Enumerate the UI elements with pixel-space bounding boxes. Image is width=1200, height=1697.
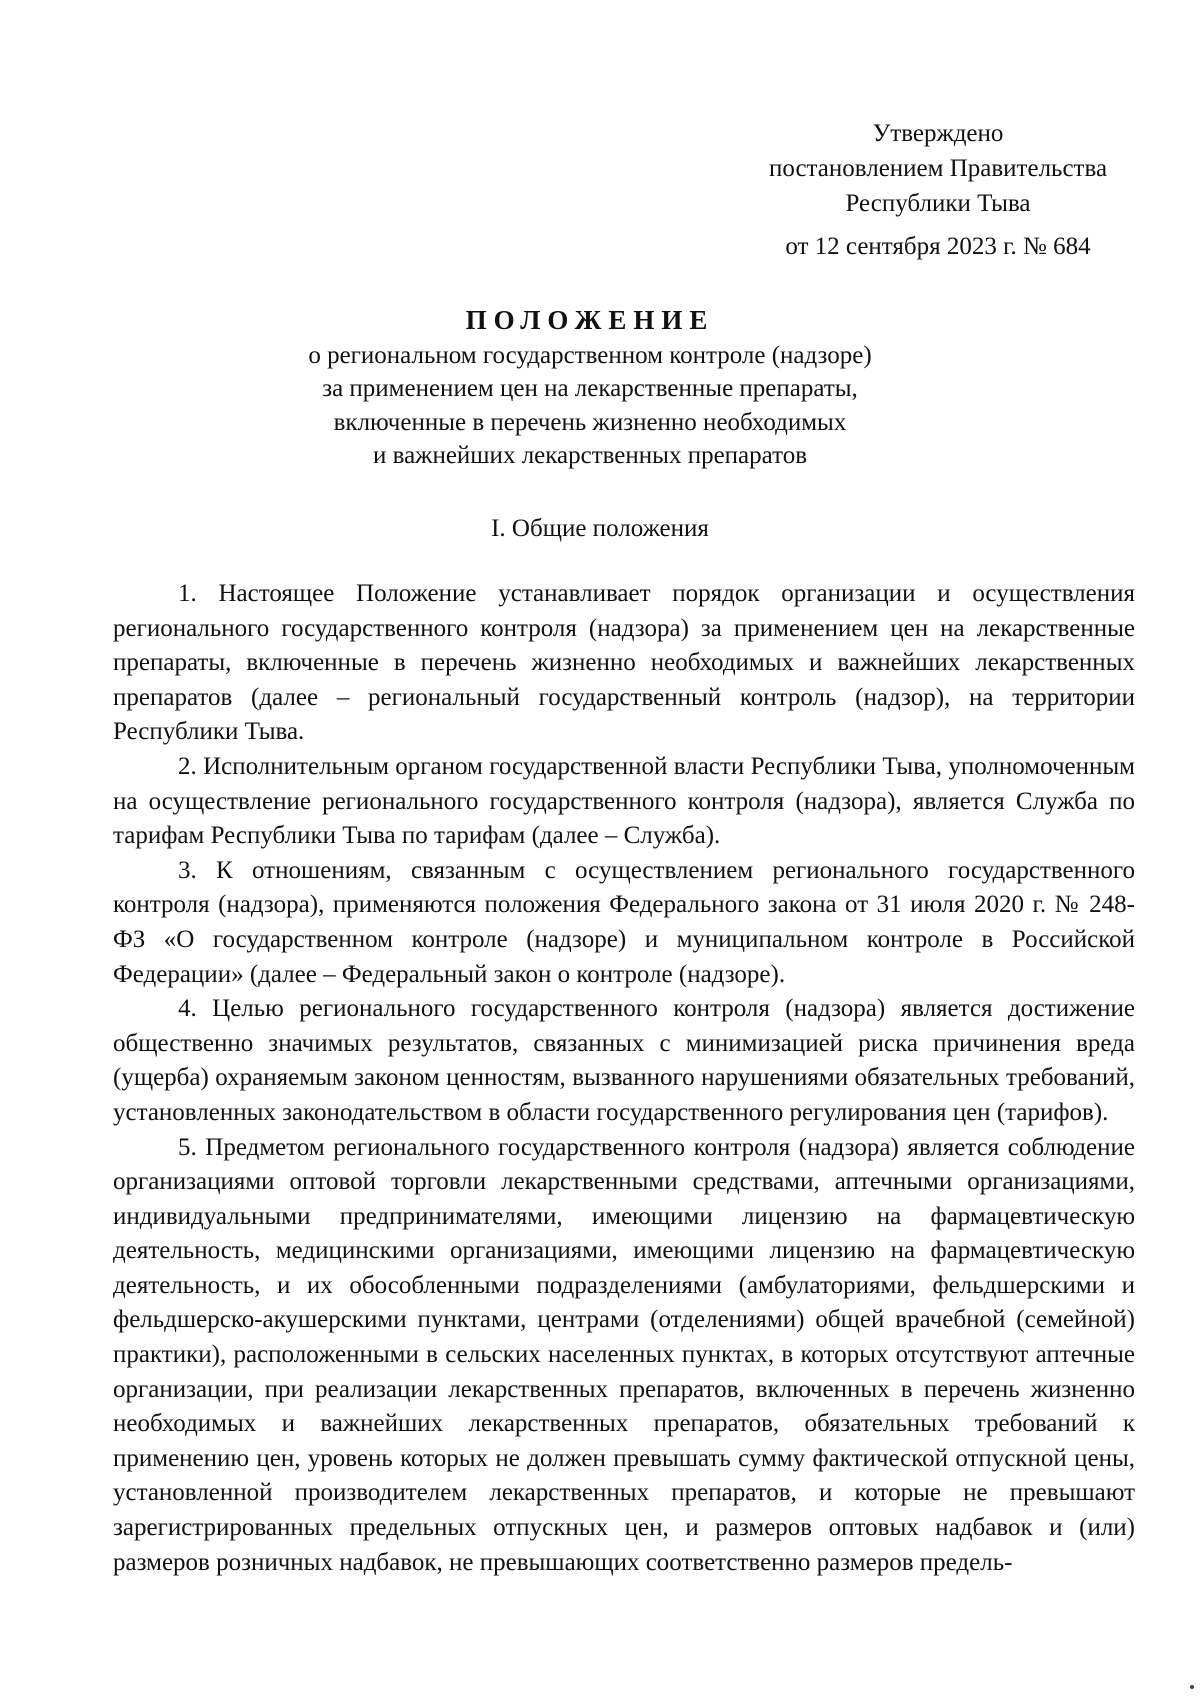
document-title: ПОЛОЖЕНИЕ [465,305,715,335]
section-heading: I. Общие положения [491,515,709,542]
approval-line-2: постановлением Правительства [768,155,1108,182]
paragraph-1: 1. Настоящее Положение устанавливает порядок организации и осуществления регионального государственного контроля (надзора) за применением цен на лекарственные препараты, включенные в перечень жизненно необходимых и важнейших лекарственных препаратов (далее – региональный государственный контроль (надзор), на территории Республики Тыва. [113,580,1135,746]
paragraph-2: 2. Исполнительным органом государственной власти Республики Тыва, уполномоченным на осуществление регионального государственного контроля (надзора), является Служба по тарифам Республики Тыва по тарифам (далее – Служба). [113,752,1135,850]
document-subtitle-line: за применением цен на лекарственные препараты, [322,375,858,402]
approval-stamp [738,116,1138,264]
document-subtitle-line: включенные в перечень жизненно необходимых [333,408,847,436]
approval-line-3: Республики Тыва [845,190,1031,217]
document-title-block [250,304,930,473]
document-subtitle-line: и важнейших лекарственных препаратов [372,442,808,469]
paragraph-5: 5. Предметом регионального государственного контроля (надзора) является соблюдение организациями оптовой торговли лекарственными средствами, аптечными организациями, индивидуальными предпринимателями, имеющими лицензию на фармацевтическую деятельность, медицинскими организациями, имеющими лицензию на фармацевтическую деятельность, и их обособленными подразделениями (амбулаториями, фельдшерскими и фельдшерско-акушерскими пунктами, центрами (отделениями) общей врачебной (семейной) практики), расположенными в сельских населенных пунктах, в которых отсутствуют аптечные организации, при реализации лекарственных препаратов, включенных в перечень жизненно необходимых и важнейших лекарственных препаратов, обязательных требований к применению цен, уровень которых не должен превышать сумму фактической отпускной цены, установленной производителем лекарственных препаратов, и которые не превышают зарегистрированных предельных отпускных цен, и размеров оптовых надбавок и (или) размеров розничных надбавок, не превышающих соответственно размеров предель- [113,1133,1135,1576]
paragraph-4: 4. Целью регионального государственного контроля (надзора) является достижение общественно значимых результатов, связанных с минимизацией риска причинения вреда (ущерба) охраняемым законом ценностям, вызванного нарушениями обязательных требований, установленных законодательством в области государственного регулирования цен (тарифов). [113,995,1135,1126]
scan-artifact-dot [1190,1685,1194,1689]
document-body [113,577,1135,1580]
approval-line-1: Утверждено [872,120,1004,147]
document-subtitle-line: о региональном государственном контроле (надзоре) [308,341,872,369]
paragraph-3: 3. К отношениям, связанным с осуществлением регионального государственного контроля (надзора), применяются положения Федерального закона от 31 июля 2020 г. № 248-ФЗ «О государственном контроле (надзоре) и муниципальном контроле в Российской Федерации» (далее – Федеральный закон о контроле (надзоре). [113,856,1135,988]
approval-date: от 12 сентября 2023 г. № 684 [785,233,1091,260]
